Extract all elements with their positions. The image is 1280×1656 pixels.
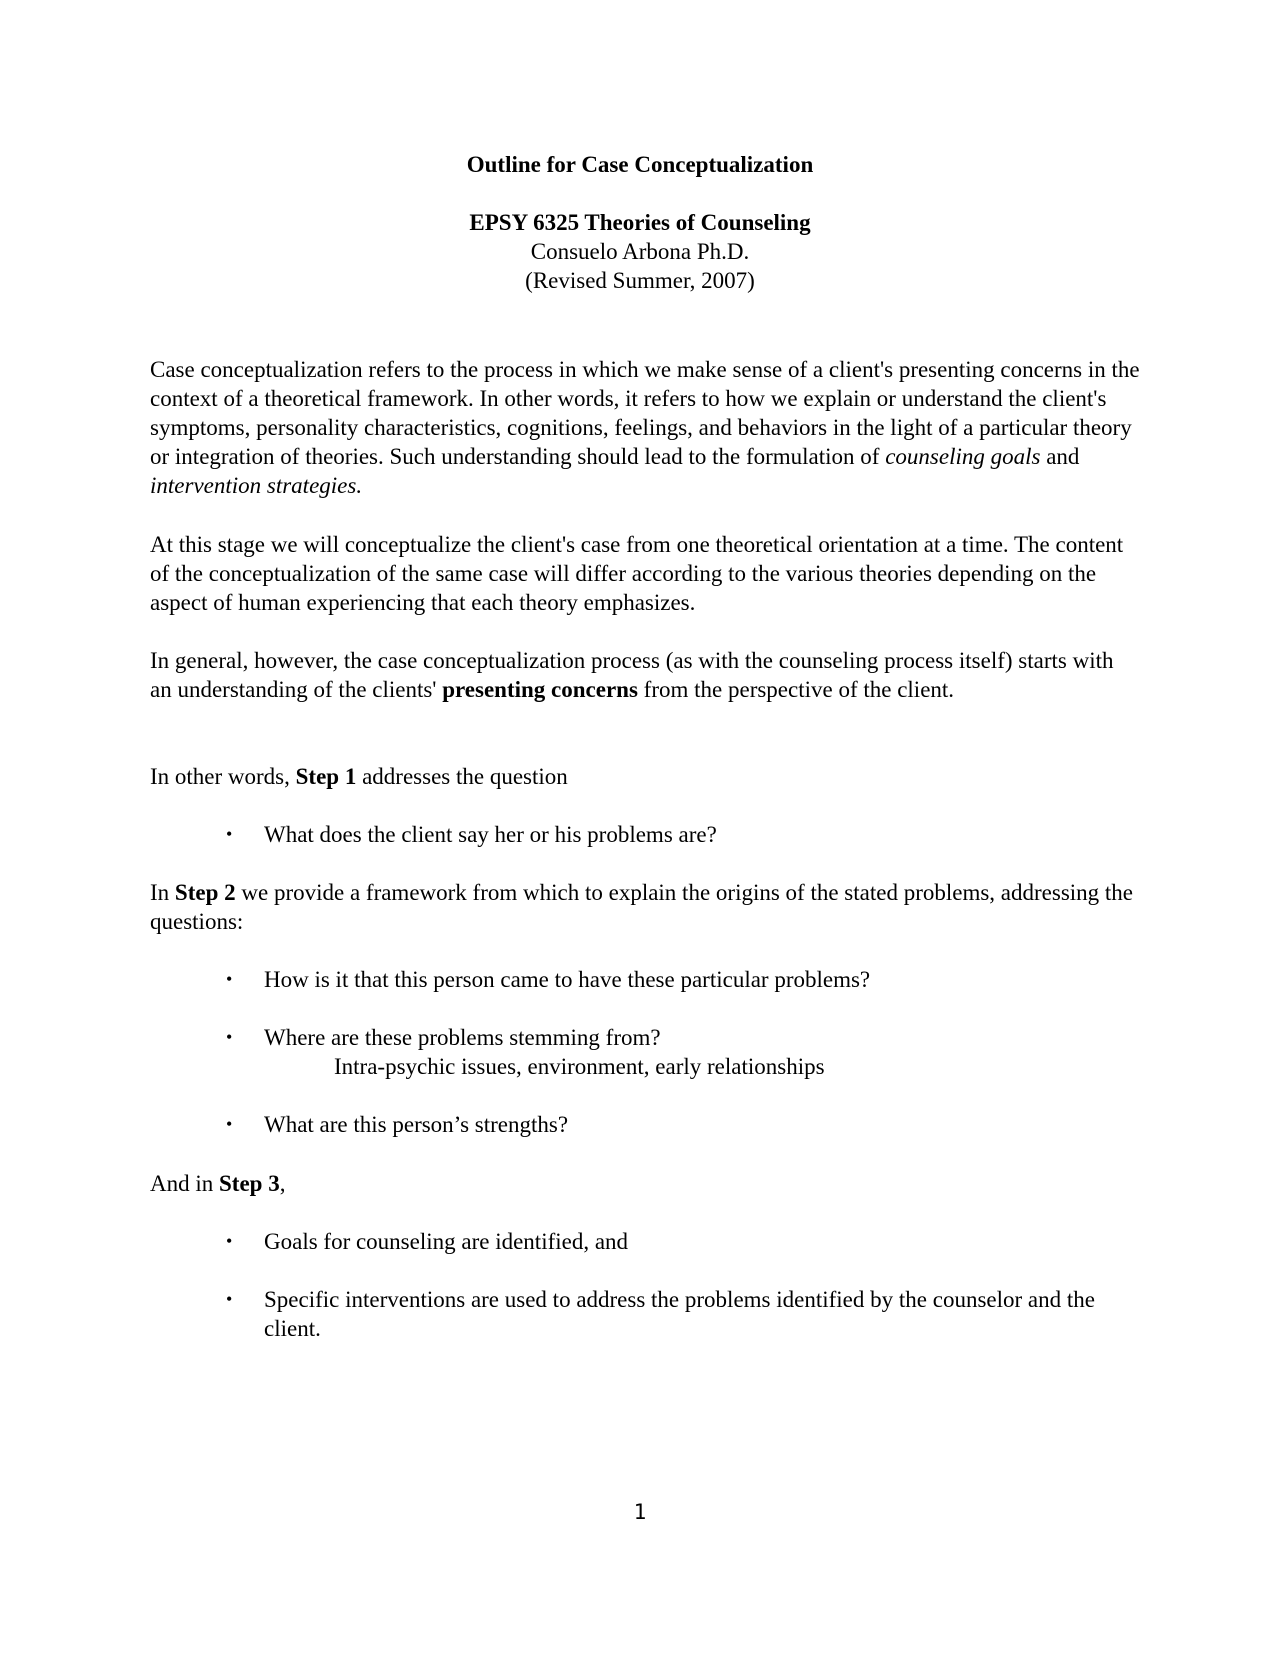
list-item-text: What does the client say her or his problems are? [264, 822, 717, 847]
bullet-icon: • [226, 1027, 233, 1047]
presenting-concerns-emphasis: presenting concerns [442, 677, 638, 702]
intro-text: Case conceptualization refers to the process in which we make sense of a client's presenting concerns in the context of a theoretical framework. In other words, it refers to how we explain or understand the client's symptoms, personality characteristics, cognitions, feelings, and behaviors in the light of a particular theory or integration of theories. Such understanding should lead to the formulation of [150, 357, 1140, 469]
list-item-text: How is it that this person came to have these particular problems? [264, 967, 871, 992]
step1-paragraph [150, 762, 1140, 791]
author-name: Consuelo Arbona Ph.D. [530, 239, 750, 264]
step3-text: , [279, 1171, 286, 1196]
step3-lead: And in [150, 1171, 219, 1196]
intervention-strategies-emphasis: intervention strategies. [150, 473, 363, 498]
bullet-icon: • [226, 824, 233, 844]
bullet-icon: • [226, 1289, 233, 1309]
bullet-icon: • [226, 969, 233, 989]
general-paragraph [150, 646, 1140, 704]
step2-label: Step 2 [174, 880, 236, 905]
step2-text: we provide a framework from which to explain the origins of the stated problems, addressing the questions: [150, 880, 1134, 934]
general-text-end: from the perspective of the client. [637, 677, 955, 702]
step3-paragraph [150, 1169, 1140, 1198]
step1-lead: In other words, [150, 764, 296, 789]
bullet-icon: • [226, 1114, 233, 1134]
bullet-icon: • [226, 1231, 233, 1251]
counseling-goals-emphasis: counseling goals [885, 444, 1041, 469]
document-title: Outline for Case Conceptualization [466, 152, 814, 177]
list-item-text: Where are these problems stemming from? [264, 1025, 661, 1050]
general-text: In general, however, the case conceptualization process (as with the counseling process itself) starts with an understanding of the clients' [150, 648, 1114, 702]
list-item-text: What are this person’s strengths? [264, 1112, 569, 1137]
step3-label: Step 3 [219, 1171, 280, 1196]
step2-lead: In [150, 880, 175, 905]
step1-text: addresses the question [356, 764, 568, 789]
course-title: EPSY 6325 Theories of Counseling [469, 210, 811, 235]
stage-paragraph: At this stage we will conceptualize the client's case from one theoretical orientation at a time. The content of the conceptualization of the same case will differ according to the various theories depending on the aspect of human experiencing that each theory emphasizes. [150, 532, 1124, 615]
revision-date: (Revised Summer, 2007) [525, 268, 755, 293]
intro-paragraph [150, 355, 1140, 500]
page-number: 1 [633, 1500, 647, 1524]
list-item-text: Specific interventions are used to address the problems identified by the counselor and the client. [264, 1287, 1095, 1341]
list-item-text: Goals for counseling are identified, and [264, 1229, 629, 1254]
step2-paragraph [150, 878, 1140, 936]
intro-and: and [1040, 444, 1080, 469]
list-item-subtext: Intra-psychic issues, environment, early relationships [334, 1054, 825, 1079]
step1-label: Step 1 [295, 764, 357, 789]
